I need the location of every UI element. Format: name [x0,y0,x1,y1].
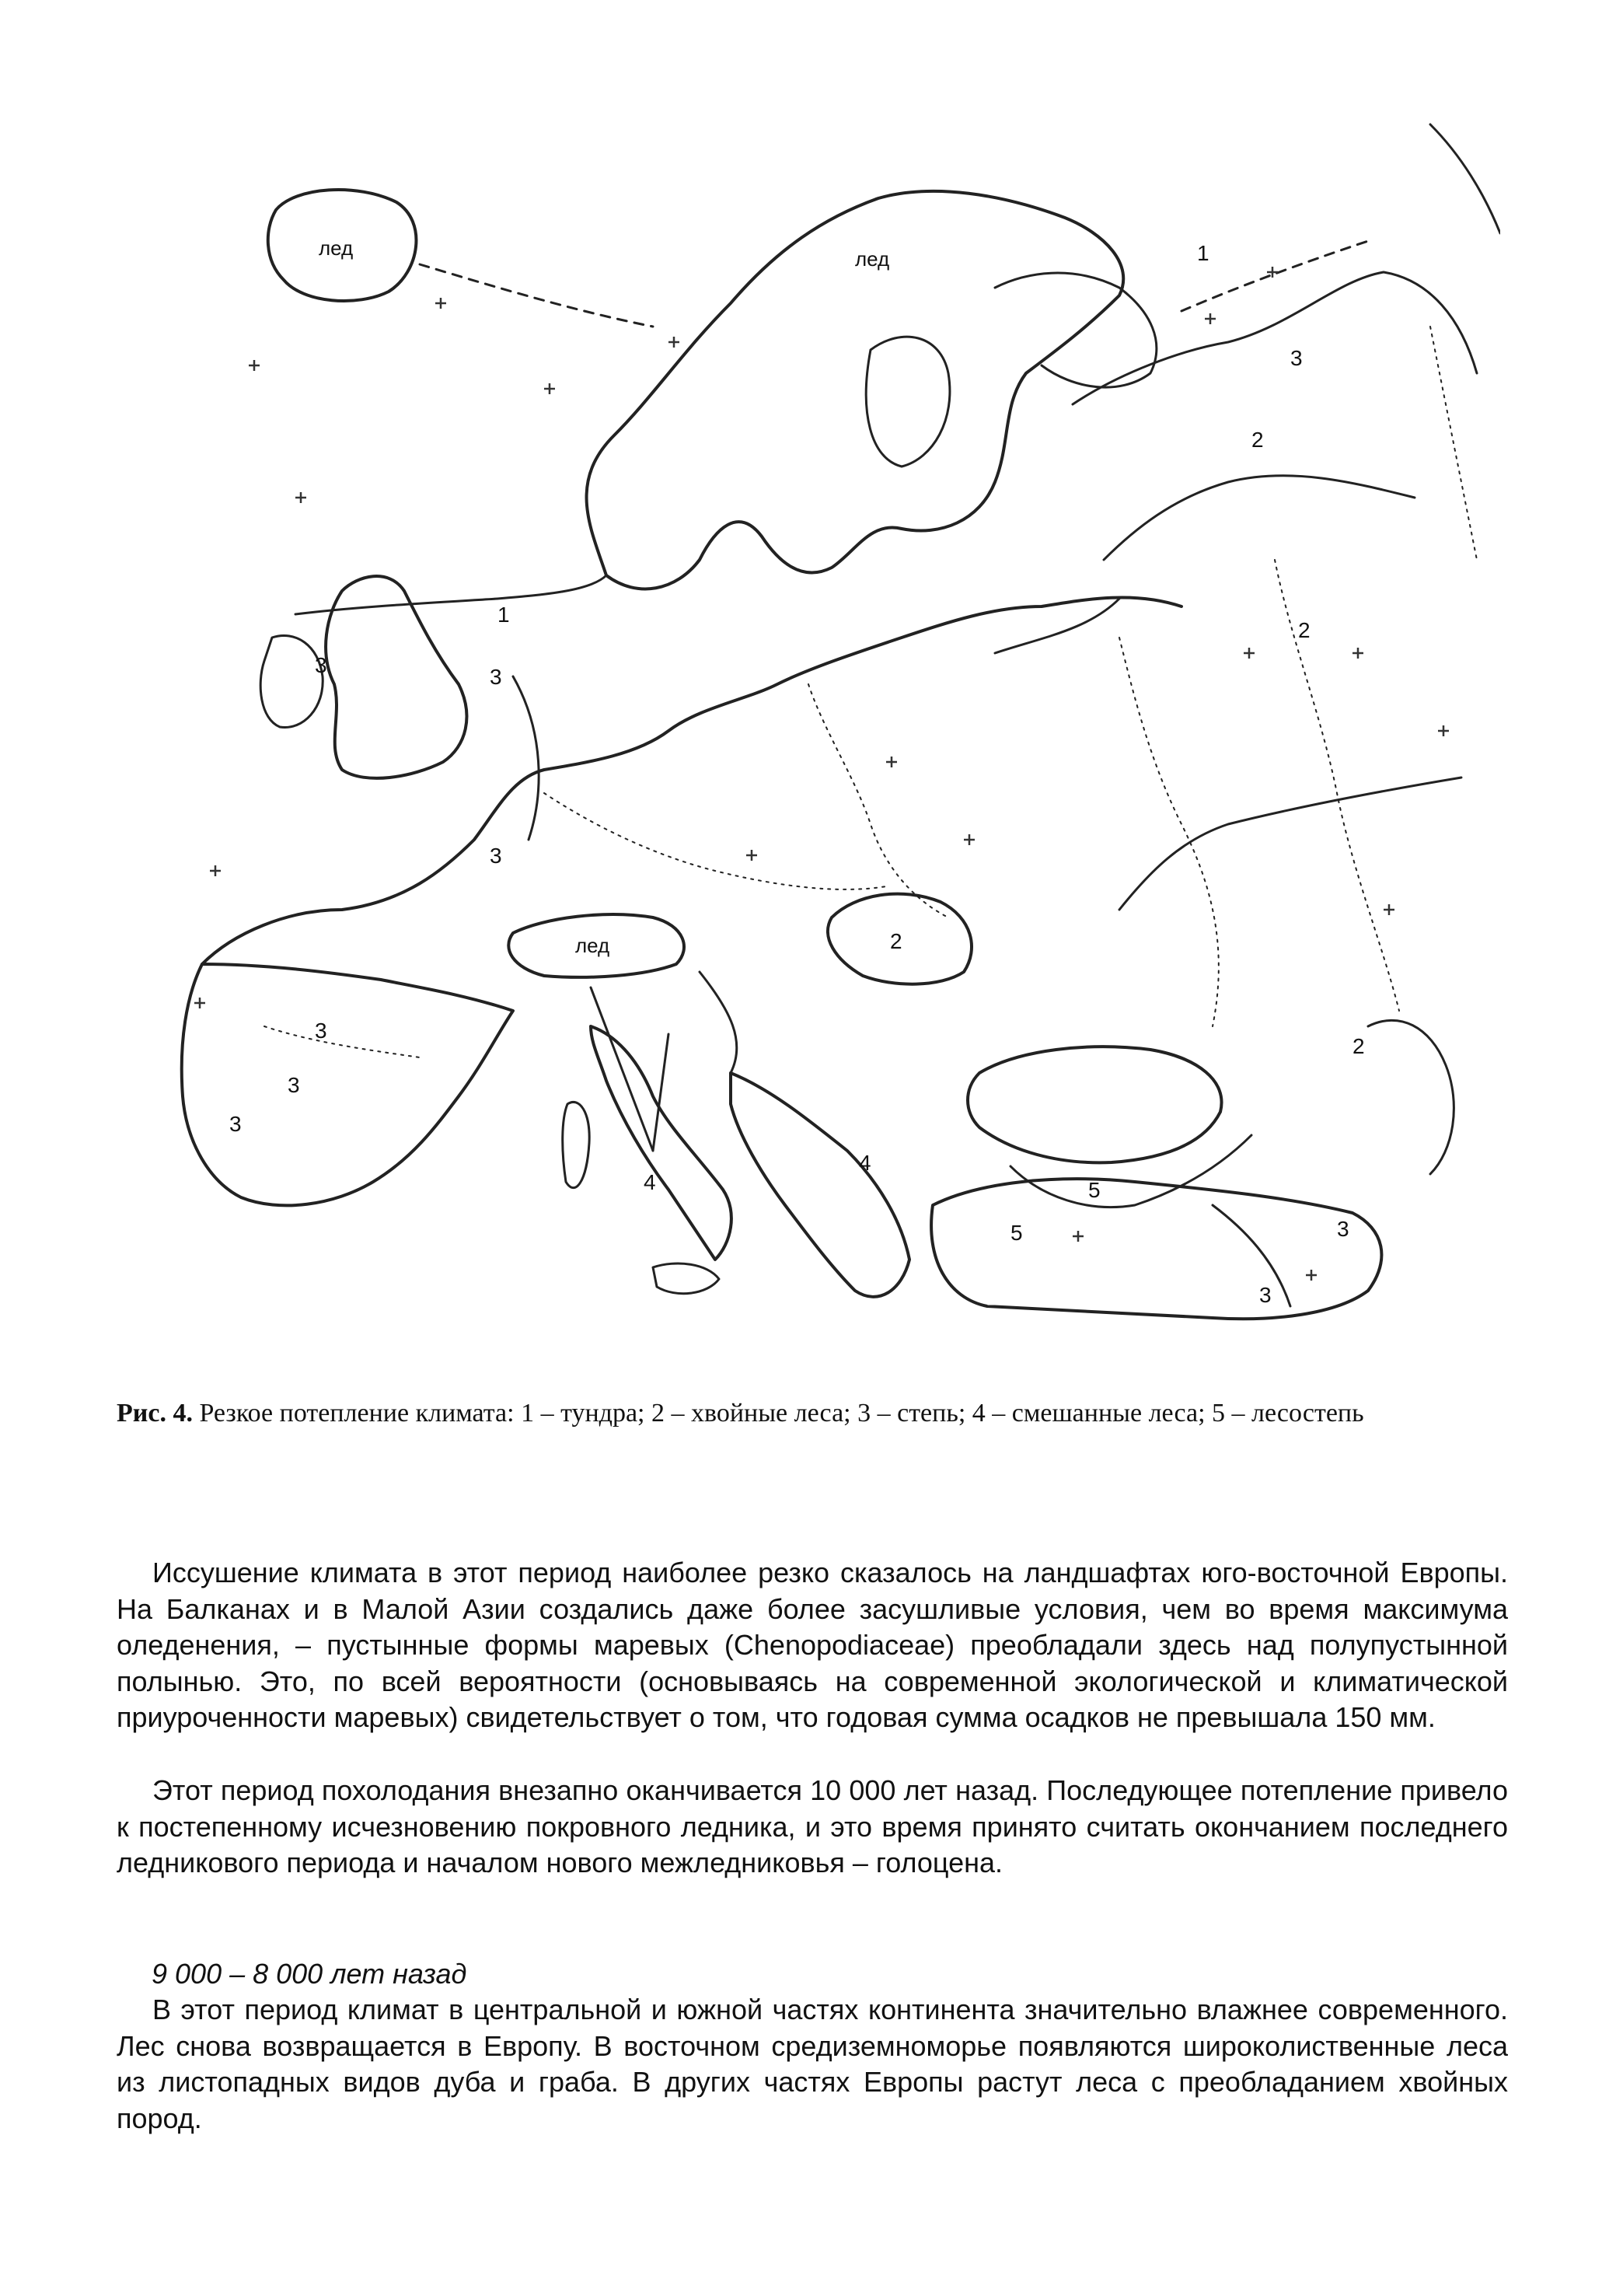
zone-label-3-northeast: 3 [1290,346,1303,370]
paragraph-3 [117,1992,1508,2137]
north-coast [202,597,1181,964]
zone-label-4-balkans: 4 [859,1151,871,1175]
zone-label-3-iberia-south: 3 [229,1112,242,1136]
iberia-outline [182,964,513,1205]
map-svg [109,93,1500,1353]
zone-boundary-7 [700,972,737,1073]
river-4 [1275,560,1399,1011]
ice-margin-dashed-1 [420,264,653,327]
zone-boundary-4 [1119,778,1461,910]
zone-label-5-east: 5 [1088,1178,1101,1202]
baltic-lake-outline [866,337,950,467]
kola-outline [995,273,1157,387]
graticule-arc [1430,124,1500,233]
zone-label-1-west: 1 [497,603,510,627]
balkans-outline [731,1073,909,1297]
paragraph-1 [117,1555,1508,1736]
river-5 [264,1026,420,1057]
zone-label-1-north: 1 [1197,241,1209,265]
zone-label-3-iberia-mid: 3 [288,1073,300,1097]
paragraph-2 [117,1773,1508,1882]
sardinia-outline [563,1102,589,1187]
zone-boundary-3 [1104,476,1415,560]
black-sea-outline [968,1047,1222,1162]
sicily-outline [653,1263,719,1294]
britain-outline [326,576,466,778]
italy-outline [591,1026,731,1260]
zone-label-2-east-south: 2 [1298,618,1311,642]
zone-label-3-britain: 3 [490,665,502,689]
zone-label-2-east: 2 [1251,428,1264,452]
ireland-outline [260,635,323,727]
zone-pointer-1 [591,987,653,1151]
section-heading: 9 000 – 8 000 лет назад [152,1958,467,1990]
river-6 [1430,327,1477,560]
river-2 [1119,638,1219,1026]
zone-label-5-west: 5 [1010,1221,1023,1245]
caspian-outline [1368,1020,1454,1174]
zone-label-3-france: 3 [490,844,502,868]
figure-caption-label: Рис. 4. [117,1399,193,1428]
paragraph-2-text: Этот период похолодания внезапно оканчивается 10 000 лет назад. Последующее потепление привело к постепенному исчезновению покровного ледника, и это время принято считать окончанием последнего ледникового периода и началом нового межледниковья – голоцена. [117,1774,1508,1878]
ice-label-alps: лед [575,934,610,957]
ice-label-scandinavia: лед [855,247,890,271]
zone-boundary-9 [1213,1205,1290,1306]
ice-margin-dashed-2 [1181,241,1368,311]
vegetation-map [109,93,1500,1353]
zone-boundary-8 [1010,1135,1251,1207]
zone-label-2-carpathian: 2 [890,929,902,953]
zone-label-2-caspian: 2 [1352,1034,1365,1058]
zone-boundary-6 [513,676,539,840]
zone-label-3-ireland: 3 [315,653,327,677]
zone-pointer-2 [653,1034,668,1151]
anatolia-outline [931,1179,1381,1319]
paragraph-3-text: В этот период климат в центральной и южной частях континента значительно влажнее современного. Лес снова возвращается в Европу. В восточном средиземноморье появляются широколиственные леса из листопадных видов дуба и граба. В других частях Европы растут леса с преобладанием хвойных пород. [117,1994,1508,2134]
zone-label-3-anatolia-south: 3 [1259,1283,1272,1307]
zone-label-3-iberia-north: 3 [315,1019,327,1043]
zone-label-3-anatolia: 3 [1337,1217,1349,1241]
paragraph-1-text: Иссушение климата в этот период наиболее резко сказалось на ландшафтах юго-восточной Европы. На Балканах и в Малой Азии создались даже более засушливые условия, чем во время максимума оледенения, – пустынные формы маревых (Chenopodiaceae) преобладали здесь над полупустынной полынью. Это, по всей вероятности (основываясь на современной экологической и климатической приуроченности маревых) свидетельствует о том, что годовая сумма осадков не превышала 150 мм. [117,1557,1508,1733]
zone-boundary-1 [295,575,606,614]
river-3 [544,793,886,889]
zone-label-4-italy: 4 [644,1170,656,1194]
river-1 [808,684,948,917]
figure-caption [117,1396,1516,1431]
ice-label-iceland: лед [319,236,354,260]
zone-boundary-2 [1073,272,1477,404]
figure-caption-text: Резкое потепление климата: 1 – тундра; 2 – хвойные леса; 3 – степь; 4 – смешанные леса; 5 – лесостепь [192,1399,1364,1428]
